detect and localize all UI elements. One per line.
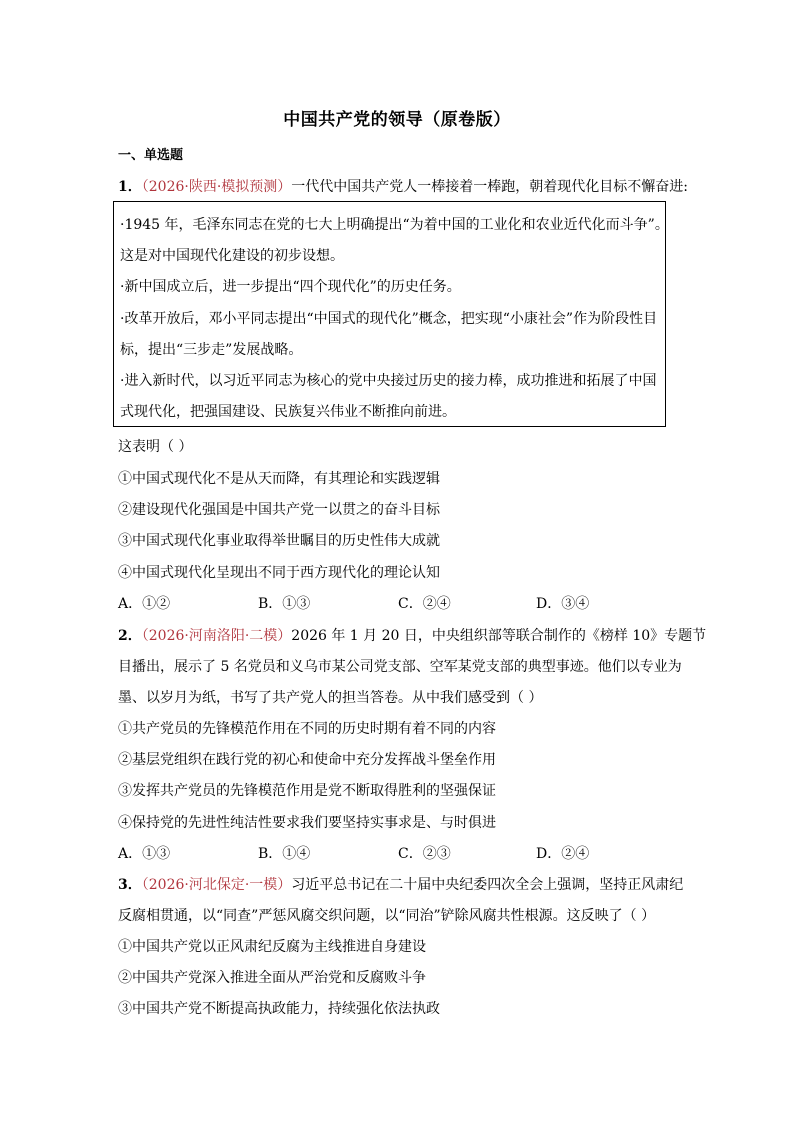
material-box [113, 201, 669, 427]
statement-item: ④中国式现代化呈现出不同于西方现代化的理论认知 [118, 565, 440, 581]
statement-item: ①共产党员的先锋模范作用在不同的历史时期有着不同的内容 [118, 721, 496, 737]
option-b: B．①③ [258, 596, 311, 612]
question-text: 一代代中国共产党人一棒接着一棒跑，朝着现代化目标不懈奋进: [291, 179, 688, 195]
statement-item: ③中国式现代化事业取得举世瞩目的历史性伟大成就 [118, 533, 440, 549]
material-line: ·进入新时代，以习近平同志为核心的党中央接过历史的接力棒，成功推进和拓展了中国 [120, 373, 657, 389]
option-a: A．①② [118, 596, 171, 612]
option-d: D．②④ [536, 846, 590, 862]
document-title: 中国共产党的领导（原卷版） [283, 110, 511, 130]
material-line: ·1945 年，毛泽东同志在党的七大上明确提出“为着中国的工业化和农业近代化而斗争”。 [120, 217, 669, 233]
material-line: ·改革开放后，邓小平同志提出“中国式的现代化”概念，把实现“小康社会”作为阶段性目 [120, 311, 658, 327]
material-line: ·新中国成立后，进一步提出“四个现代化”的历史任务。 [120, 279, 461, 295]
question-text: 目播出，展示了 5 名党员和义乌市某公司党支部、空军某党支部的典型事迹。他们以专业为 [118, 659, 682, 675]
question-3-stem [118, 874, 683, 894]
question-number: 1． [118, 179, 142, 195]
question-text: 2026 年 1 月 20 日，中央组织部等联合制作的《榜样 10》专题节 [291, 628, 707, 644]
question-source: （2026·河南洛阳·二模） [141, 628, 292, 644]
question-text: 墨、以岁月为纸，书写了共产党人的担当答卷。从中我们感受到（ ） [118, 690, 543, 706]
material-line: 标，提出“三步走”发展战略。 [120, 342, 303, 358]
statement-item: ①中国式现代化不是从天而降，有其理论和实践逻辑 [118, 471, 440, 487]
statement-item: ②基层党组织在践行党的初心和使命中充分发挥战斗堡垒作用 [118, 752, 496, 768]
question-number: 2． [118, 628, 142, 644]
statement-item: ③中国共产党不断提高执政能力，持续强化依法执政 [118, 1001, 440, 1017]
material-line: 这是对中国现代化建设的初步设想。 [120, 248, 344, 264]
question-prompt: 这表明（ ） [118, 439, 193, 455]
question-source: （2026·陕西·模拟预测） [141, 179, 292, 195]
question-text: 反腐相贯通，以“同查”严惩风腐交织问题，以“同治”铲除风腐共性根源。这反映了（ ） [118, 908, 656, 924]
option-d: D．③④ [536, 596, 590, 612]
statement-item: ④保持党的先进性纯洁性要求我们要坚持实事求是、与时俱进 [118, 815, 496, 831]
statement-item: ②建设现代化强国是中国共产党一以贯之的奋斗目标 [118, 502, 440, 518]
question-number: 3． [118, 877, 142, 893]
option-a: A．①③ [118, 846, 171, 862]
question-1-stem [118, 176, 688, 196]
statement-item: ①中国共产党以正风肃纪反腐为主线推进自身建设 [118, 939, 426, 955]
statement-item: ③发挥共产党员的先锋模范作用是党不断取得胜利的坚强保证 [118, 783, 496, 799]
option-c: C．②③ [398, 846, 451, 862]
question-source: （2026·河北保定·一模） [141, 877, 292, 893]
option-b: B．①④ [258, 846, 311, 862]
section-heading: 一、单选题 [118, 148, 184, 163]
statement-item: ②中国共产党深入推进全面从严治党和反腐败斗争 [118, 970, 426, 986]
material-line: 式现代化，把强国建设、民族复兴伟业不断推向前进。 [120, 404, 456, 420]
option-c: C．②④ [398, 596, 451, 612]
question-2-stem [118, 625, 706, 645]
question-text: 习近平总书记在二十届中央纪委四次全会上强调，坚持正风肃纪 [291, 877, 684, 893]
